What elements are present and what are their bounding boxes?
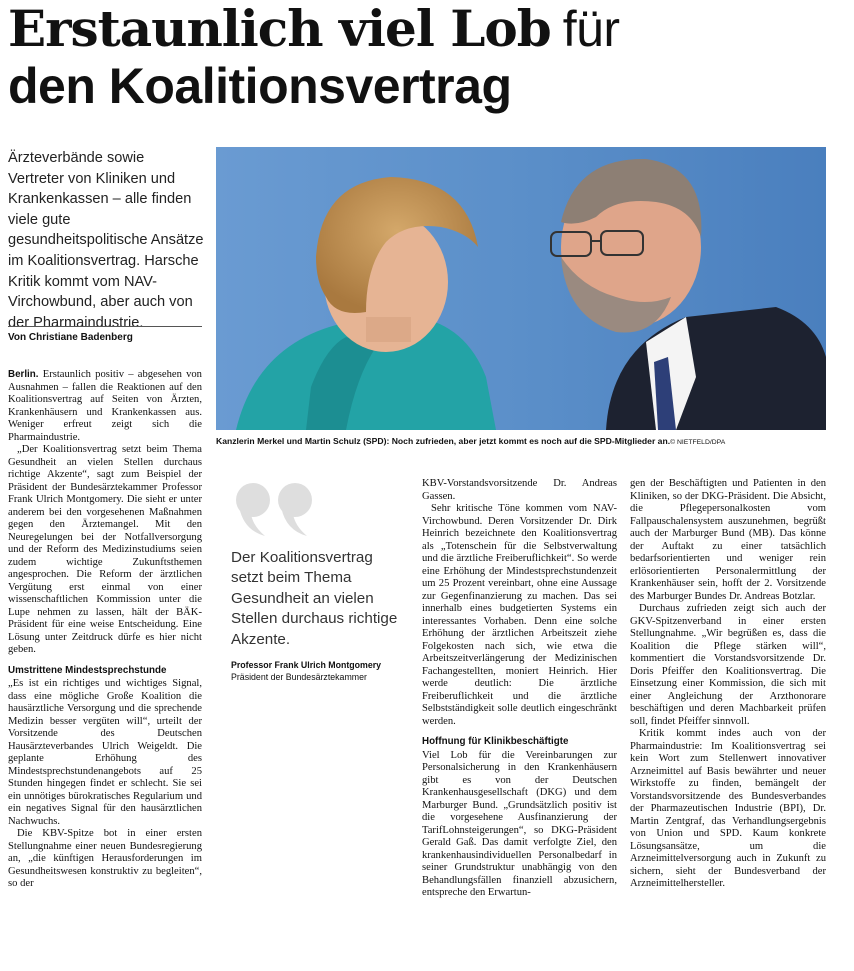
article-column-3 (630, 478, 826, 891)
photo-credit: © NIETFELD/DPA (670, 439, 726, 446)
paragraph-text: Erstaunlich positiv – abgesehen von Ausnahmen – fallen die Reaktionen auf den Koalitionsvertrag auf Seiten von Ärzten, Krankenhäusern und Krankenkassen aus. Weniger erfreut zeigt sich die Pharmaindustrie. (8, 369, 202, 443)
paragraph: gen der Beschäftigten und Patienten in den Kliniken, so der DKG-Präsident. Die Absicht, die Pflegepersonalkosten vom Fallpauschalensystem auszunehmen, begrüßt auch der Marburger Bund (MB). Das könne der Auftakt zu einer tatsächlich bedarfsorientierten und weniger rein erlösorientierten Personalermittlung der Krankenhäuser sein, hofft der 2. Vorsitzende des Marburger Bundes Dr. Andreas Botzlar. (630, 478, 826, 602)
quote-text: Der Koalitionsvertrag setzt beim Thema Gesundheit an vielen Stellen durchaus richtige Akzente. (231, 549, 398, 648)
quote-author: Professor Frank Ulrich Montgomery (231, 660, 382, 670)
quote-author-role: Präsident der Bundesärztekammer (231, 672, 367, 682)
headline-line-1 (8, 0, 848, 58)
dateline: Berlin. (8, 369, 39, 380)
author-byline: Von Christiane Badenberg (8, 332, 133, 343)
headline-bold: Erstaunlich viel Lob (8, 0, 551, 58)
photo-illustration (216, 147, 826, 430)
subhead: Umstrittene Mindestsprechstunde (8, 664, 167, 676)
headline (8, 0, 848, 114)
photo-caption (216, 436, 836, 446)
paragraph: „Der Koalitionsvertrag setzt beim Thema Gesundheit an vielen Stellen durchaus richtige Akzente“, sagt zum Beispiel der Präsident der Bundesärztekammer Professor Frank Ulrich Montgomery. Die sieht er unter anderem bei den vorgesehenen Maßnahmen gegen den Ärztemangel. Mit den Neuregelungen bei der Notfallversorgung und der Reform des Medizinstudiums seien zudem wichtige Zukunftsthemen angesprochen. Die Reform der ärztlichen Vergütung erst einmal von einer wissenschaftlichen Kommission unter die Lupe nehmen zu lassen, hält der BÄK-Präsident für eine weise Entscheidung. Eine Lösung unter Zeitdruck dürfe es hier nicht geben. (8, 444, 202, 655)
quote-marks-icon (231, 480, 321, 540)
paragraph: Kritik kommt indes auch von der Pharmaindustrie: Im Koalitionsvertrag sei kein Wort zum Stellenwert innovativer Arzneimittel auf Basis bewährter und neuer Wirkstoffe zu finden, bemängelt der Vorstandsvorsitzende des Bundesverbandes der Pharmazeutischen Industrie (BPI), Dr. Martin Zentgraf, das Verhandlungsergebnis von Union und SPD. Kaum konkrete Lösungsansätze, um die Arzneimittelversorgung auch in Zukunft zu sichern, sieht der Bundesverband der Arzneimittelhersteller. (630, 728, 826, 889)
subhead: Hoffnung für Klinikbeschäftigte (422, 736, 569, 747)
article-column-1 (8, 369, 202, 891)
paragraph: Sehr kritische Töne kommen vom NAV-Virchowbund. Deren Vorsitzender Dr. Dirk Heinrich bezeichnete den Koalitionsvertrag als „Totenschein für die Selbstverwaltung und die ärztliche Freiberuflichkeit“. So werde eine Erhöhung der Mindestsprechstundenzeit um 25 Prozent vereinbart, ohne eine Aussage zur Gegenfinanzierung zu machen. Das sei innerhalb eines budgetierten Systems ein interessantes Vorhaben. Denn eine solche Erhöhung der ärztlichen Arbeitszeit ziehe Folgekosten nach sich, wie etwa die Arbeitszeitverlängerung der Medizinischen Fachangestellten, moniert Heinrich. Hier werde deutlich: Die ärztliche Freiberuflichkeit und die ärztliche Selbstständigkeit solle deutlich eingeschränkt werden. (422, 503, 617, 727)
author-rule (8, 326, 202, 327)
headline-line-2: den Koalitionsvertrag (8, 58, 512, 114)
teaser: Ärzteverbände sowie Vertreter von Kliniken und Krankenkassen – alle finden viele gute gesundheitspolitische Ansätze im Koalitionsvertrag. Harsche Kritik kommt vom NAV-Virchowbund, aber auch von der Pharmaindustrie. (8, 150, 204, 331)
article-column-2 (422, 478, 617, 900)
paragraph: KBV-Vorstandsvorsitzende Dr. Andreas Gassen. (422, 478, 617, 502)
paragraph (8, 369, 202, 444)
paragraph: Die KBV-Spitze bot in einer ersten Stellungnahme einer neuen Bundesregierung an, „die künftigen Herausforderungen im Gesundheitswesen konstruktiv zu begleiten“, so der (8, 828, 202, 889)
paragraph: Viel Lob für die Vereinbarungen zur Personalsicherung in den Krankenhäusern gibt es von der Deutschen Krankenhausgesellschaft (DKG) und dem Marburger Bund. „Grundsätzlich positiv ist die vorgesehene Ausfinanzierung der TarifLohnsteigerungen“, so DKG-Präsident Gerald Gaß. Das damit verfolgte Ziel, den krankenhausindividuellen Personalbedarf in seiner Grundstruktur unabhängig von den Behandlungsfällen finanziell abzusichern, entspreche den Erwartun- (422, 749, 617, 898)
paragraph: Durchaus zufrieden zeigt sich auch der GKV-Spitzenverband in einer ersten Stellungnahme. „Wir begrüßen es, dass die Koalition die Pflege stärken will“, kommentiert die Vorstandsvorsitzende Dr. Doris Pfeiffer den Koalitionsvertrag. Die Einsetzung einer Kommission, die sich mit einer Angleichung der Arzthonorare beschäftigen und deren Machbarkeit prüfen soll, findet Pfeiffer sinnvoll. (630, 603, 826, 727)
paragraph: „Es ist ein richtiges und wichtiges Signal, dass eine mögliche Große Koalition die hausärztliche Versorgung und die sprechende Medizin besser vergüten will“, urteilt der Vorsitzende des Deutschen Hausärzteverbandes Ulrich Weigeldt. Die geplante Erhöhung des Mindestsprechstundenangebots auf 25 Stunden hingegen findet er schlecht. Sie sei ein unnötiges bürokratisches Regularium und ein negatives Signal für den hausärztlichen Nachwuchs. (8, 678, 202, 827)
headline-light: für (562, 1, 620, 57)
article-photo (216, 147, 826, 430)
caption-text: Kanzlerin Merkel und Martin Schulz (SPD): Noch zufrieden, aber jetzt kommt es noch auf die SPD-Mitglieder an. (216, 436, 671, 446)
